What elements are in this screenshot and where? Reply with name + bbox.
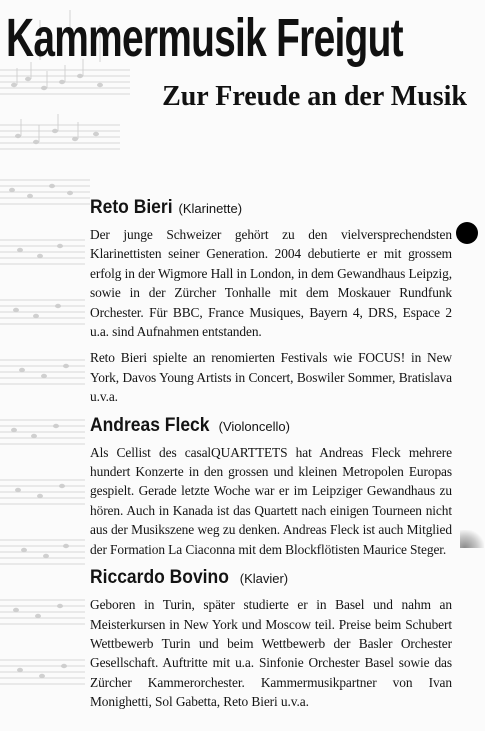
section-heading: [90, 566, 452, 591]
musician-name: Riccardo Bovino: [90, 567, 229, 589]
biographies: [90, 196, 452, 712]
page-subtitle: Zur Freude an der Musik: [162, 81, 467, 112]
section-heading: [90, 196, 452, 221]
musician-name: Andreas Fleck: [90, 414, 210, 436]
musician-name: Reto Bieri: [90, 197, 173, 218]
page-title: Kammermusik Freigut: [6, 8, 403, 68]
section-heading: [90, 414, 452, 439]
musician-instrument: (Klavier): [239, 571, 289, 587]
black-dot-mark: [456, 222, 478, 244]
bio-riccardo-bovino: [90, 566, 452, 711]
bio-paragraph: Als Cellist des casalQUARTTETS hat Andreas Fleck mehrere hundert Konzerte in den grossen und kleinen Metropolen Europas gespielt. Gerade letzte Woche war er im Leipziger Gewandhaus zu hören. Auch in Kanada ist das Quartett nach einigen Tourneen nicht aus der Musikszene weg zu denken. Andreas Fleck ist auch Mitglied der Formation La Ciaconna mit dem Blockflötisten Maurice Steger.: [90, 444, 452, 557]
bio-reto-bieri: [90, 196, 452, 407]
bio-paragraph: Reto Bieri spielte an renomierten Festivals wie FOCUS! in New York, Davos Young Artists in Concert, Boswiler Sommer, Bratislava u.v.a.: [90, 350, 452, 405]
bio-andreas-fleck: [90, 414, 452, 559]
page-curl-shadow: [460, 530, 484, 548]
musician-instrument: (Violoncello): [218, 418, 290, 434]
musician-instrument: (Klarinette): [178, 201, 243, 216]
bio-paragraph: Der junge Schweizer gehört zu den vielversprechendsten Klarinettisten seiner Generation. 2004 debutierte er mit grossem erfolg in der Wigmore Hall in London, in dem Gewandhaus Leipzig, sowie in der Zürcher Tonhalle mit dem Moskauer Rundfunk Orchester. Für BBC, France Musiques, Bayern 4, DRS, Espace 2 u.a. sind Aufnahmen entstanden.: [90, 227, 452, 340]
bio-paragraph: Geboren in Turin, später studierte er in Basel und nahm an Meisterkursen in New York und Moscow teil. Preise beim Schubert Wettbewerb Turin und beim Wettbewerb der Basler Orchester Gesellschaft. Auftritte mit u.a. Sinfonie Orchester Basel sowie das Zürcher Kammerorchester. Kammermusikpartner von Ivan Monighetti, Sol Gabetta, Reto Bieri u.v.a.: [90, 597, 452, 710]
